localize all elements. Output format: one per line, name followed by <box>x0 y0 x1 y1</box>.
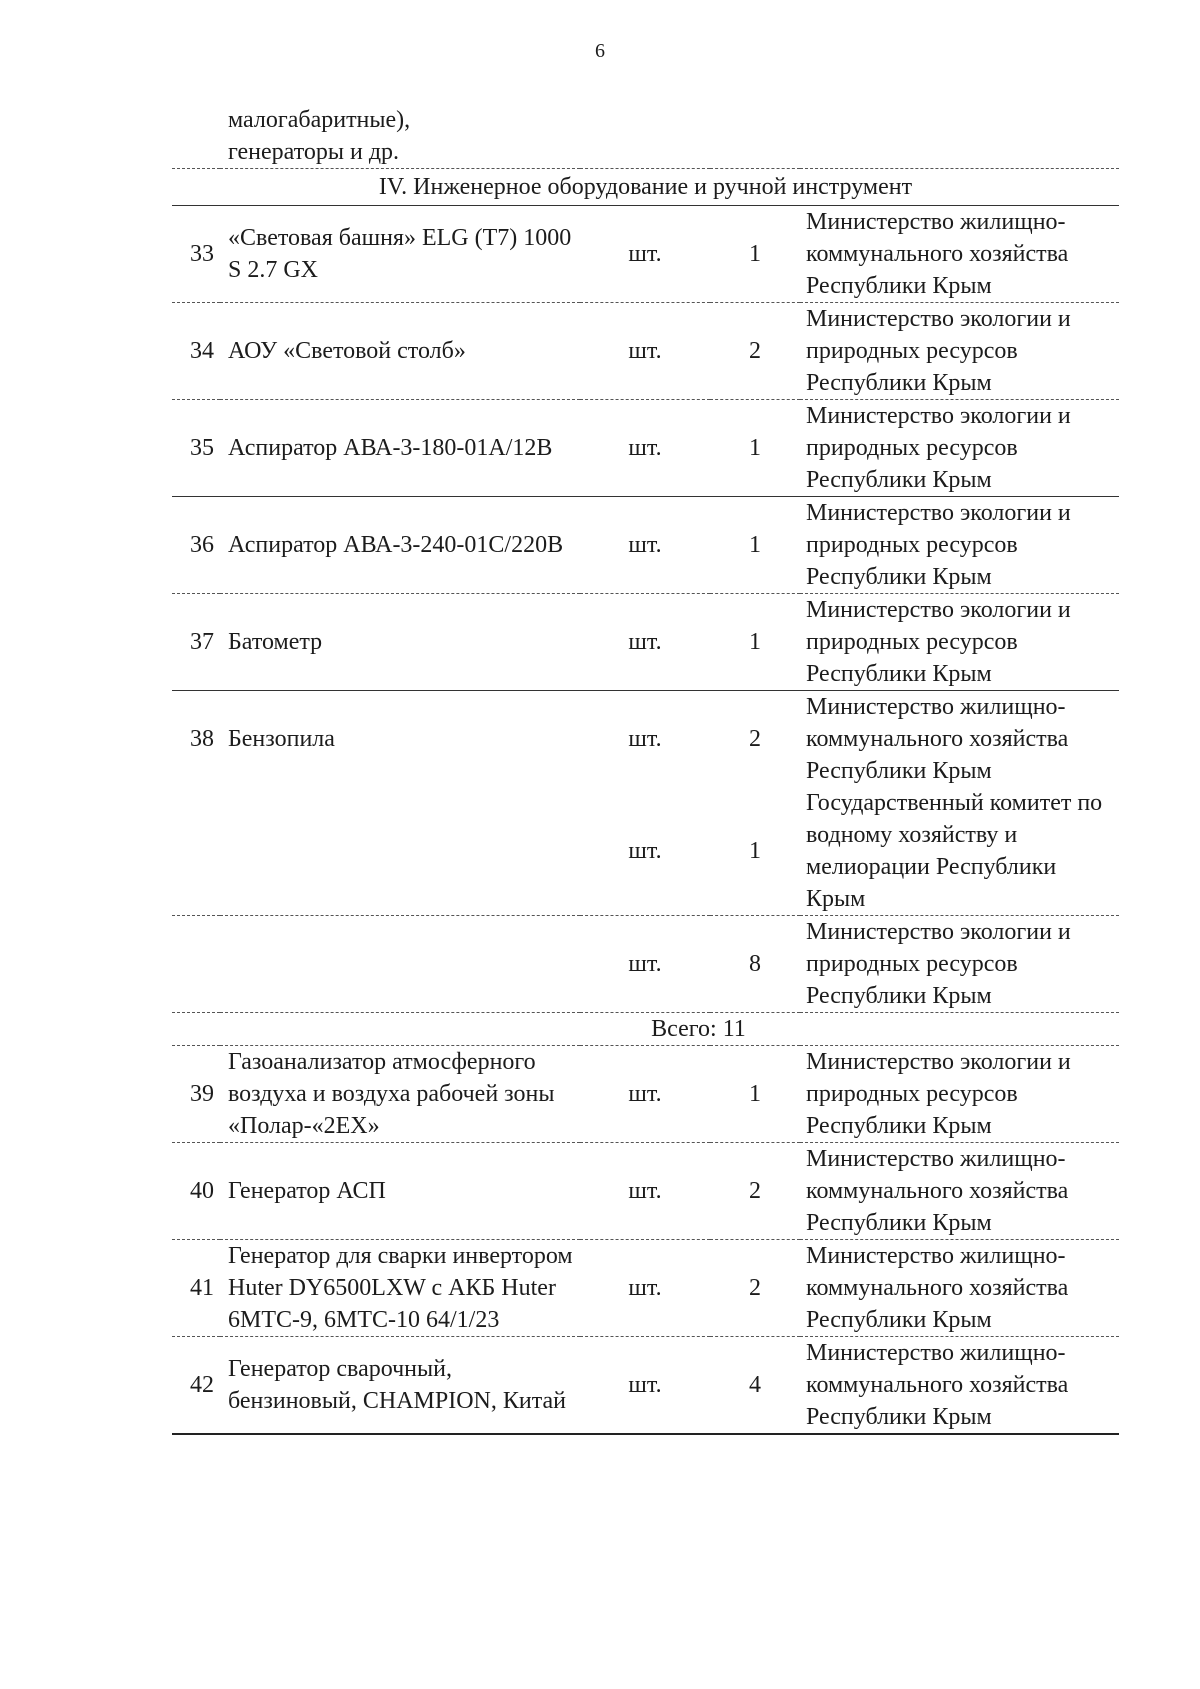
item-unit: шт. <box>580 594 710 691</box>
item-name: «Световая башня» ELG (Т7) 1000 S 2.7 GX <box>220 206 580 303</box>
item-org: Министерство жилищно-коммунального хозяйства Республики Крым <box>806 694 1069 784</box>
row-number: 40 <box>172 1143 220 1240</box>
row-number: 36 <box>172 497 220 594</box>
row-number: 33 <box>172 206 220 303</box>
item-unit: шт. <box>580 787 710 916</box>
page-number: 6 <box>595 40 605 62</box>
item-unit: шт. <box>580 1143 710 1240</box>
item-name: Бензопила <box>228 726 335 752</box>
item-name: Аспиратор АВА-3-180-01А/12В <box>220 400 580 497</box>
item-org: Министерство жилищно-коммунального хозяйства Республики Крым <box>800 1337 1119 1435</box>
item-unit: шт. <box>580 1240 710 1337</box>
row-number: 42 <box>172 1337 220 1435</box>
item-org: Министерство экологии и природных ресурсов Республики Крым <box>800 916 1119 1013</box>
table-row <box>172 1337 1119 1435</box>
table-row <box>172 1046 1119 1143</box>
table-row <box>172 206 1119 303</box>
row-number: 41 <box>172 1240 220 1337</box>
item-qty: 2 <box>710 1143 800 1240</box>
item-org: Министерство жилищно-коммунального хозяйства Республики Крым <box>800 1240 1119 1337</box>
item-name: Аспиратор АВА-3-240-01С/220В <box>220 497 580 594</box>
table-row <box>172 303 1119 400</box>
item-qty: 2 <box>710 303 800 400</box>
table-row <box>172 1143 1119 1240</box>
item-unit: шт. <box>580 400 710 497</box>
row-number: 35 <box>172 400 220 497</box>
equipment-table <box>172 104 1119 1435</box>
item-unit: шт. <box>580 497 710 594</box>
item-qty: 1 <box>710 594 800 691</box>
row-number: 34 <box>172 303 220 400</box>
item-unit: шт. <box>580 303 710 400</box>
item-org: Государственный комитет по водному хозяйству и мелиорации Республики Крым <box>800 787 1119 916</box>
item-qty: 8 <box>710 916 800 1013</box>
item-name: Генератор для сварки инвертором Huter DY6500LXW с АКБ Huter 6МТС-9, 6МТС-10 64/1/23 <box>220 1240 580 1337</box>
item-name: Батометр <box>220 594 580 691</box>
total-row <box>172 1013 1119 1046</box>
table-row <box>172 787 1119 916</box>
item-org: Министерство экологии и природных ресурсов Республики Крым <box>800 594 1119 691</box>
item-name: Генератор сварочный, бензиновый, CHAMPION, Китай <box>220 1337 580 1435</box>
item-qty: 1 <box>710 1046 800 1143</box>
item-qty: 1 <box>710 497 800 594</box>
item-unit: шт. <box>628 726 662 752</box>
item-name: малогабаритные), <box>228 107 411 133</box>
item-qty: 1 <box>710 206 800 303</box>
item-org: Министерство экологии и природных ресурсов Республики Крым <box>800 1046 1119 1143</box>
item-name: Генератор АСП <box>220 1143 580 1240</box>
table-row <box>172 497 1119 594</box>
table-row <box>172 1240 1119 1337</box>
table-row <box>172 400 1119 497</box>
row-number: 39 <box>172 1046 220 1143</box>
section-header <box>172 169 1119 206</box>
item-unit: шт. <box>580 206 710 303</box>
item-unit: шт. <box>580 1046 710 1143</box>
item-qty: 2 <box>710 1240 800 1337</box>
table-row <box>172 136 1119 169</box>
item-org: Министерство экологии и природных ресурсов Республики Крым <box>800 303 1119 400</box>
table-row <box>172 594 1119 691</box>
item-qty: 1 <box>710 400 800 497</box>
item-name: генераторы и др. <box>220 136 580 169</box>
row-number: 37 <box>172 594 220 691</box>
item-unit: шт. <box>580 1337 710 1435</box>
item-org: Министерство жилищно-коммунального хозяйства Республики Крым <box>800 1143 1119 1240</box>
table-row <box>172 691 1119 788</box>
section-title: IV. Инженерное оборудование и ручной инструмент <box>172 169 1119 206</box>
table-row <box>172 916 1119 1013</box>
item-qty: 4 <box>710 1337 800 1435</box>
item-unit: шт. <box>580 916 710 1013</box>
item-org: Министерство жилищно-коммунального хозяйства Республики Крым <box>800 206 1119 303</box>
total-label: Всего: 11 <box>172 1013 1119 1046</box>
item-name: АОУ «Световой столб» <box>220 303 580 400</box>
item-org: Министерство экологии и природных ресурсов Республики Крым <box>800 497 1119 594</box>
item-qty: 2 <box>749 726 761 752</box>
row-number: 38 <box>190 726 214 752</box>
item-name: Газоанализатор атмосферного воздуха и воздуха рабочей зоны «Полар-«2ЕХ» <box>220 1046 580 1143</box>
item-org: Министерство экологии и природных ресурсов Республики Крым <box>800 400 1119 497</box>
table-row <box>172 104 1119 136</box>
item-qty: 1 <box>710 787 800 916</box>
